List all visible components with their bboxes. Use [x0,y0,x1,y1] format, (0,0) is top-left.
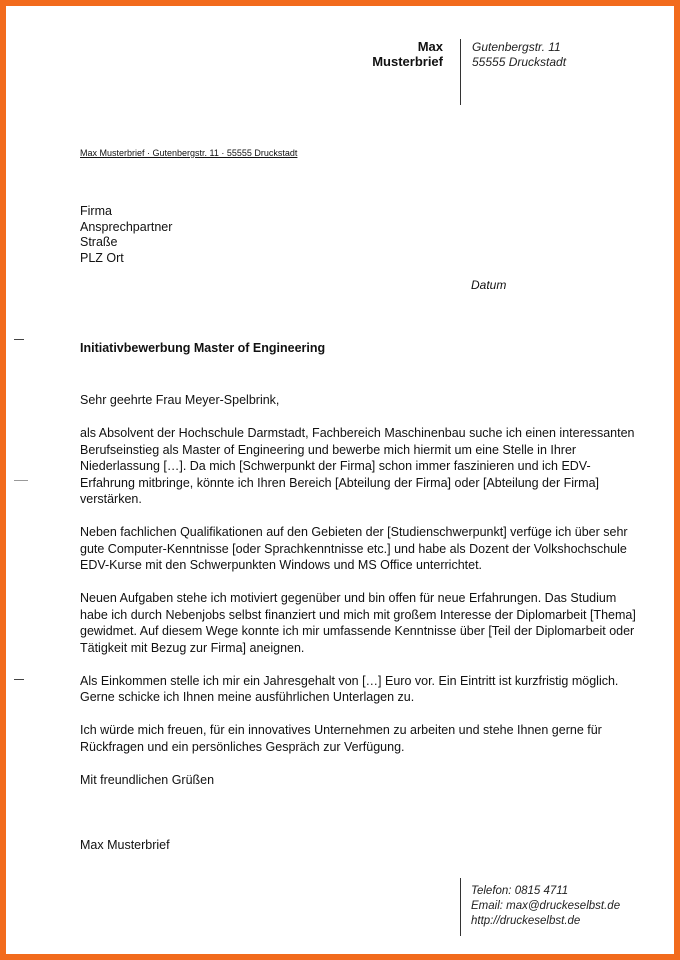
letterhead-address [472,40,566,70]
letter-body [80,392,640,870]
footer-divider [460,878,461,936]
letterhead-first-name: Max [417,39,443,54]
contact-web: http://druckeselbst.de [471,915,581,927]
recipient-company: Firma [80,204,112,218]
recipient-city: PLZ Ort [80,250,124,265]
paragraph-2: Neben fachlichen Qualifikationen auf den Gebieten der [Studienschwerpunkt] verfüge ich über sehr gute Computer-Kenntnisse [oder Sprachkenntnisse etc.] und habe als Dozent der Volkshochschule EDV-Kurse mit den Schwerpunkten Windows und MS Office unterrichtet. [80,525,628,572]
recipient-contact: Ansprechpartner [80,219,173,234]
footer-contact [471,884,620,929]
letterhead-city: 55555 Druckstadt [472,55,567,69]
recipient-street: Straße [80,235,118,249]
letterhead-divider [460,39,461,105]
recipient-address [80,204,172,266]
letter-subject: Initiativbewerbung Master of Engineering [80,341,326,355]
letter-page [6,6,674,954]
contact-phone: Telefon: 0815 4711 [471,885,569,897]
closing: Mit freundlichen Grüßen [80,772,215,787]
letterhead-name [372,39,443,69]
fold-mark-top [14,339,24,340]
salutation: Sehr geehrte Frau Meyer-Spelbrink, [80,393,280,407]
fold-mark-bottom [14,679,24,680]
paragraph-5: Ich würde mich freuen, für ein innovatives Unternehmen zu arbeiten und stehe Ihnen gerne für Rückfragen und ein persönliches Gespräch zur Verfügung. [80,723,602,754]
letter-date: Datum [471,278,507,292]
paragraph-4: Als Einkommen stelle ich mir ein Jahresgehalt von […] Euro vor. Ein Eintritt ist kurzfristig möglich. Gerne schicke ich Ihnen meine ausführlichen Unterlagen zu. [80,673,619,704]
paragraph-1: als Absolvent der Hochschule Darmstadt, Fachbereich Maschinenbau suche ich einen interessanten Berufseinstieg als Master of Engineering und bewerbe mich hiermit um eine Stelle in Ihrer Niederlassung […]. Da mich [Schwerpunkt der Firma] schon immer faszinieren und ich EDV- Erfahrung mitbringe, könnte ich Ihren Bereich [Abteilung der Firma] oder [Abteilung der Firma] verstärken. [80,426,635,506]
punch-mark [14,480,28,481]
letterhead-street: Gutenbergstr. 11 [472,40,561,54]
letterhead-last-name: Musterbrief [372,54,443,69]
sender-return-line: Max Musterbrief · Gutenbergstr. 11 · 55555 Druckstadt [80,148,298,158]
contact-email: Email: max@druckeselbst.de [471,900,621,912]
paragraph-3: Neuen Aufgaben stehe ich motiviert gegenüber und bin offen für neue Erfahrungen. Das Studium habe ich durch Nebenjobs selbst finanziert und mich mit großem Interesse der Diplomarbeit [Thema] gewidmet. Auf diesem Wege konnte ich mir umfassende Kenntnisse über [Teil der Diplomarbeit oder Tätigkeit mit Bezug zur Firma] aneignen. [80,591,636,655]
signature: Max Musterbrief [80,838,170,852]
